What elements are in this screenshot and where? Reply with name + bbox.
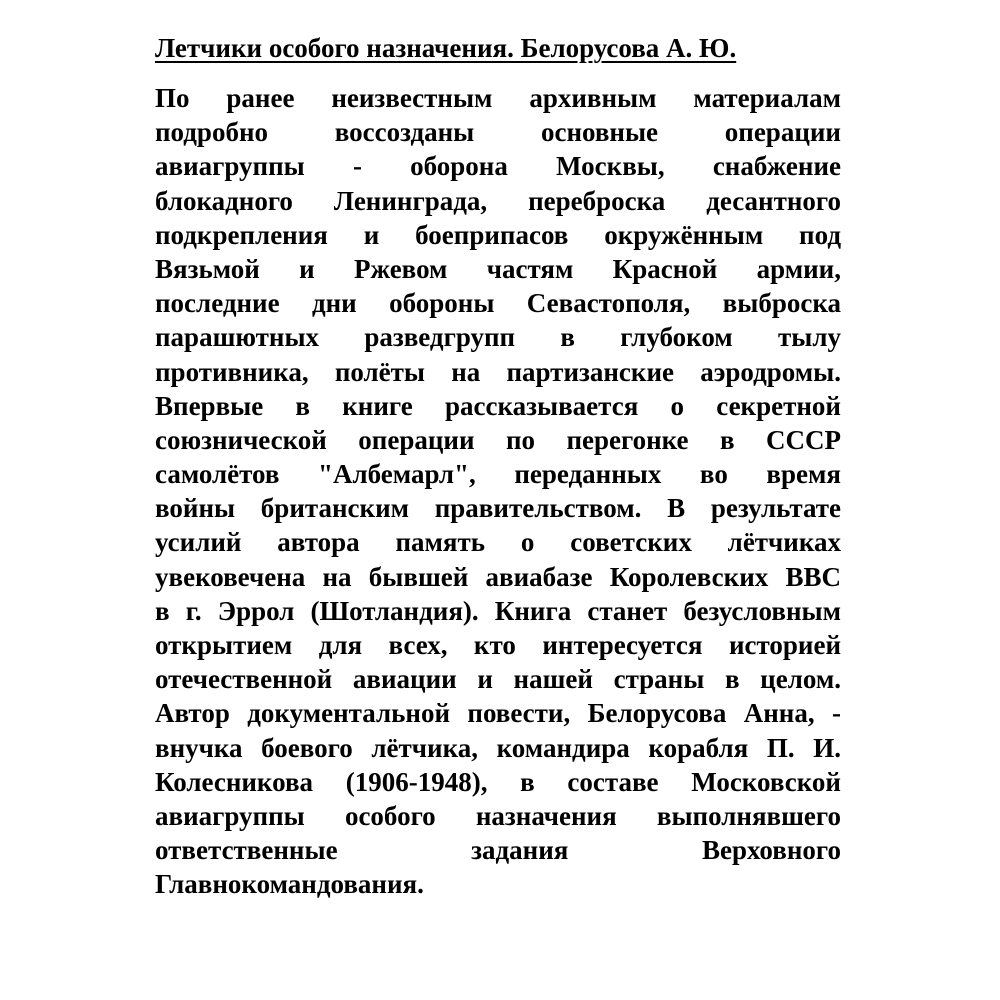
body-line: противника, полёты на партизанские аэродромы.	[155, 356, 841, 387]
body-line: парашютных разведгрупп в глубоком тылу	[155, 322, 841, 353]
body-line: союзнической операции по перегонке в СССР	[155, 424, 841, 455]
body-line: Главнокомандования.	[155, 869, 424, 900]
body-line: ответственные задания Верховного	[155, 835, 841, 866]
body-line: По ранее неизвестным архивным материалам	[155, 83, 841, 113]
body-line: усилий автора память о советских лётчиках	[155, 527, 841, 558]
body-line: открытием для всех, кто интересуется историей	[155, 630, 841, 660]
body-line: подкрепления и боеприпасов окружённым под	[155, 219, 841, 250]
body-line: отечественной авиации и нашей страны в целом.	[155, 664, 841, 695]
body-line: увековечена на бывшей авиабазе Королевских ВВС	[155, 561, 841, 592]
body-line: Вязьмой и Ржевом частям Красной армии,	[155, 253, 841, 284]
document-page	[155, 28, 841, 902]
document-title: Летчики особого назначения. Белорусова А. Ю.	[155, 33, 737, 63]
body-line: последние дни обороны Севастополя, выброска	[155, 288, 841, 319]
body-line: Колесникова (1906-1948), в составе Московской	[155, 766, 841, 797]
body-line: блокадного Ленинграда, переброска десантного	[155, 185, 841, 216]
body-line: войны британским правительством. В результате	[155, 493, 841, 524]
body-line: самолётов "Албемарл", переданных во время	[155, 459, 841, 490]
body-line: Впервые в книге рассказывается о секретной	[155, 390, 841, 421]
document-body	[155, 81, 841, 902]
body-line: авиагруппы особого назначения выполнявшего	[155, 800, 841, 831]
body-line: авиагруппы - оборона Москвы, снабжение	[155, 151, 841, 182]
body-line: внучка боевого лётчика, командира корабля П. И.	[155, 732, 841, 763]
body-line: в г. Эррол (Шотландия). Книга станет безусловным	[155, 595, 841, 626]
body-line: Автор документальной повести, Белорусова Анна, -	[155, 698, 841, 729]
body-line: подробно воссозданы основные операции	[155, 117, 841, 148]
